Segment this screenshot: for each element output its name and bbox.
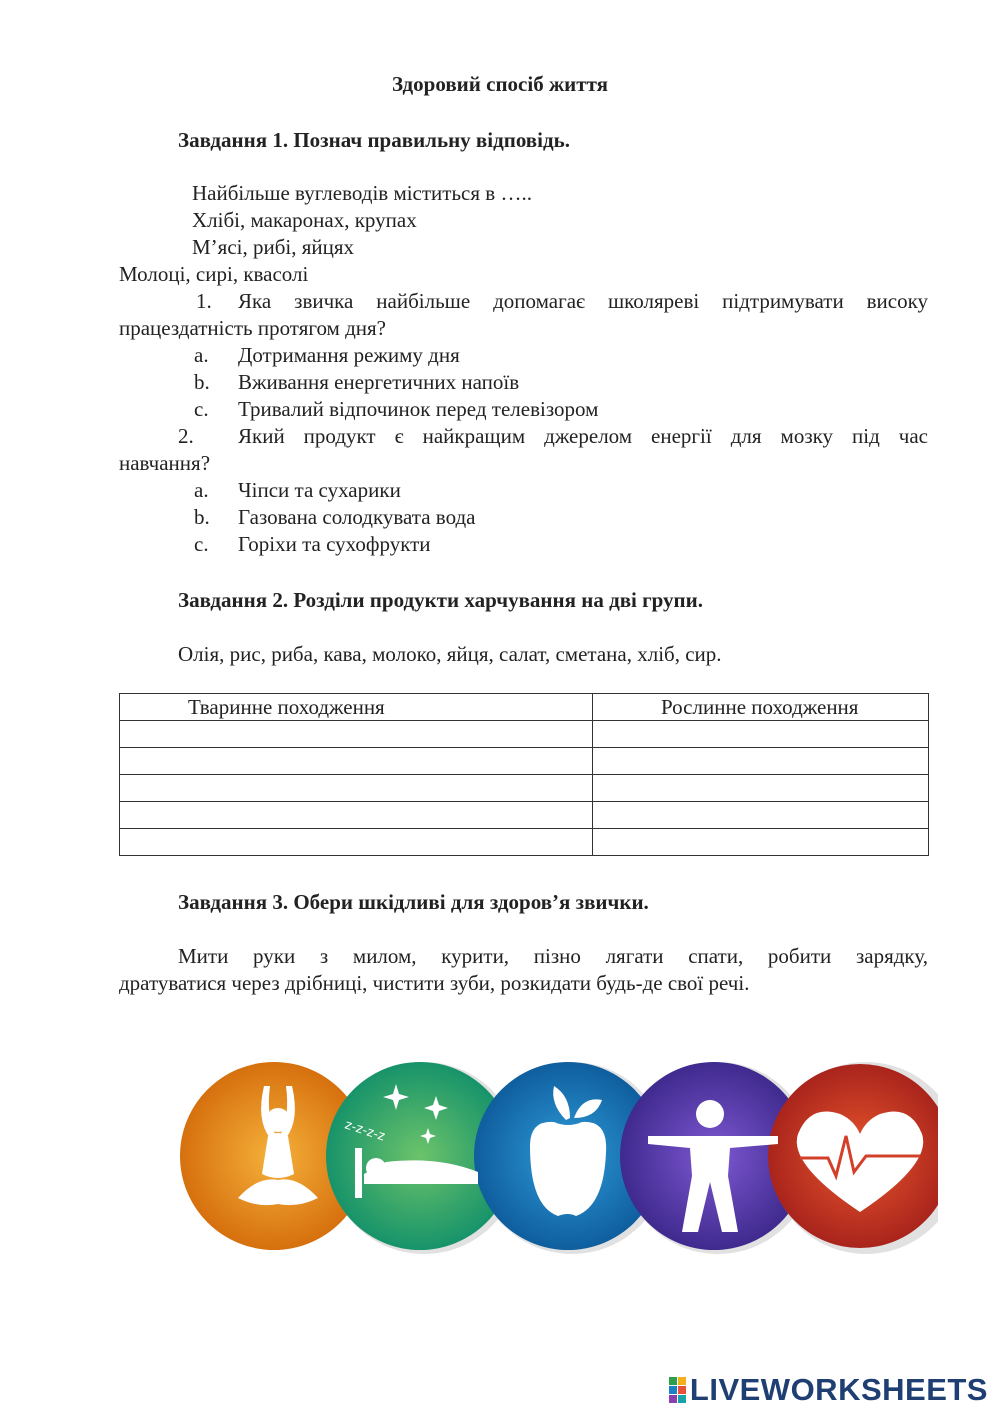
drop-cell-animal[interactable] (120, 748, 593, 775)
intro-option[interactable]: Молоці, сирі, квасолі (119, 262, 309, 286)
table-row (120, 748, 929, 775)
drop-cell-plant[interactable] (593, 721, 929, 748)
brand-name: LIVEWORKSHEETS (689, 1372, 988, 1407)
page-title: Здоровий спосіб життя (392, 72, 608, 96)
drop-cell-animal[interactable] (120, 775, 593, 802)
intro-question: Найбільше вуглеводів міститься в ….. (192, 181, 532, 205)
drop-cell-animal[interactable] (120, 802, 593, 829)
q2-option-letter: c. (194, 532, 209, 556)
q2-option[interactable]: Горіхи та сухофрукти (238, 532, 431, 556)
task3-text-line1: Мити руки з милом, курити, пізно лягати спати, робити зарядку, (178, 944, 928, 968)
q2-text-line1: Який продукт є найкращим джерелом енергії для мозку під час (238, 424, 928, 448)
table-row (120, 802, 929, 829)
q1-option-letter: b. (194, 370, 210, 394)
q1-option-letter: a. (194, 343, 209, 367)
drop-cell-plant[interactable] (593, 775, 929, 802)
task3-heading: Завдання 3. Обери шкідливі для здоров’я звички. (178, 890, 649, 914)
table-row (120, 829, 929, 856)
q1-text-line2: працездатність протягом дня? (119, 316, 386, 340)
drop-cell-plant[interactable] (593, 748, 929, 775)
q2-option[interactable]: Чіпси та сухарики (238, 478, 401, 502)
q2-option-letter: a. (194, 478, 209, 502)
q1-option[interactable]: Вживання енергетичних напоїв (238, 370, 520, 394)
column-header-plant: Рослинне походження (593, 694, 929, 721)
q1-option-letter: c. (194, 397, 209, 421)
q2-option-letter: b. (194, 505, 210, 529)
column-header-animal: Тваринне походження (120, 694, 593, 721)
q2-text-line2: навчання? (119, 451, 211, 475)
q2-number: 2. (178, 424, 194, 448)
task1-heading: Завдання 1. Познач правильну відповідь. (178, 128, 570, 152)
q1-number: 1. (196, 289, 212, 313)
table-header-row (120, 694, 929, 721)
healthy-lifestyle-illustration (178, 1056, 938, 1256)
q1-text-line1: Яка звичка найбільше допомагає школяреві підтримувати високу (238, 289, 928, 313)
intro-option[interactable]: Хлібі, макаронах, крупах (192, 208, 417, 232)
task2-heading: Завдання 2. Розділи продукти харчування на дві групи. (178, 588, 704, 612)
drop-cell-plant[interactable] (593, 829, 929, 856)
table-row (120, 775, 929, 802)
sleep-zzz-text: z-z-z-z (342, 1117, 387, 1145)
brand-mark-icon (669, 1377, 686, 1403)
liveworksheets-logo[interactable] (669, 1372, 988, 1408)
drop-cell-animal[interactable] (120, 721, 593, 748)
q2-option[interactable]: Газована солодкувата вода (238, 505, 476, 529)
products-list: Олія, рис, риба, кава, молоко, яйця, салат, сметана, хліб, сир. (178, 642, 722, 666)
intro-option[interactable]: М’ясі, рибі, яйцях (192, 235, 355, 259)
q1-option[interactable]: Тривалий відпочинок перед телевізором (238, 397, 599, 421)
sorting-table (119, 693, 929, 856)
table-row (120, 721, 929, 748)
drop-cell-animal[interactable] (120, 829, 593, 856)
task3-text-line2: дратуватися через дрібниці, чистити зуби, розкидати будь-де свої речі. (119, 971, 750, 995)
drop-cell-plant[interactable] (593, 802, 929, 829)
q1-option[interactable]: Дотримання режиму дня (238, 343, 460, 367)
